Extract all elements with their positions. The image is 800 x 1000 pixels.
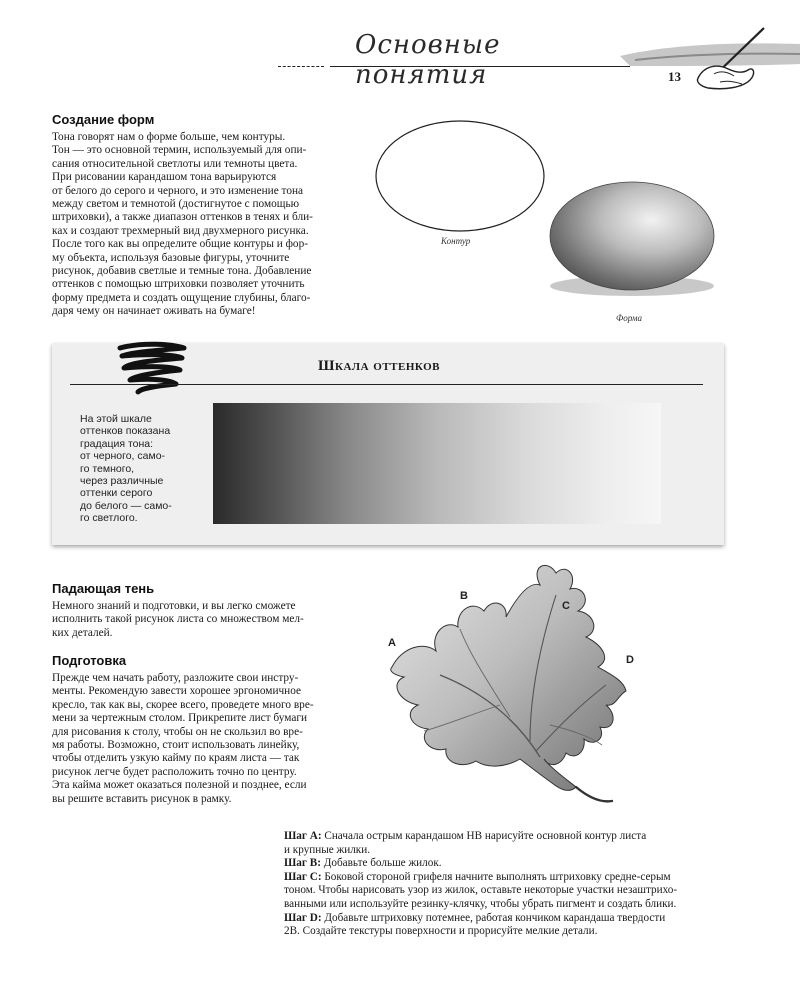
text-line: оттенков с помощью штриховки позволяет уточнить: [52, 278, 305, 291]
step-text: Добавьте штриховку потемнее, работая кончиком карандаша твердости: [324, 911, 666, 924]
step-label: Шаг C:: [284, 870, 322, 883]
text-line: Прежде чем начать работу, разложите свои инстру-: [52, 672, 299, 684]
text-line: мени за чертежным столом. Прикрепите лист бумаги: [52, 712, 308, 725]
page-number: 13: [668, 69, 681, 84]
text-line: оттенки серого: [80, 487, 153, 500]
text-line: для рисования к столу, чтобы он не скользил во вре-: [52, 725, 303, 738]
text-line: оттенков показана: [80, 425, 171, 438]
caption-contour: Контур: [441, 236, 471, 246]
text-line: через различные: [80, 475, 164, 488]
step-a: [284, 830, 764, 857]
hand-with-pencil-icon: [690, 22, 780, 94]
leaf-label-b: B: [460, 590, 468, 602]
tone-scale-description: [80, 413, 172, 525]
text-line: форму предмета и создать ощущение глубины, благо-: [52, 291, 311, 304]
text-line: сания относительной светлоты или темноты цвета.: [52, 157, 298, 170]
text-line: вы решите вставить рисунок в рамку.: [52, 792, 232, 805]
header-dash-rule: [278, 66, 324, 67]
text-line: Эта кайма может оказаться полезной и позднее, если: [52, 779, 307, 792]
panel-title: Шкала оттенков: [318, 358, 441, 374]
caption-form: Форма: [616, 313, 643, 323]
header-title: Основные понятия: [355, 30, 501, 90]
text-line: ких деталей.: [52, 626, 113, 639]
section-heading-shadow: Падающая тень: [52, 581, 155, 596]
text-line: исполнить такой рисунок листа со множеством мел-: [52, 613, 304, 626]
text-line: ках и создают трехмерный вид двухмерного рисунка.: [52, 224, 309, 237]
text-line: между светом и темнотой (достигнутое с помощью: [52, 198, 300, 211]
step-label: Шаг A:: [284, 830, 322, 842]
text-line: рисунок, добавив светлые и темные тона. Добавление: [52, 265, 312, 278]
step-text: и крупные жилки.: [284, 843, 371, 856]
tone-gradient-bar: [213, 403, 661, 524]
text-line: рисунок легче будет расположить точно по центру.: [52, 765, 297, 778]
text-line: Тон — это основной термин, используемый для опи-: [52, 144, 307, 157]
panel-rule: [70, 384, 703, 385]
step-text: тоном. Чтобы нарисовать узор из жилок, оставьте некоторые участки незаштрихо-: [284, 884, 678, 897]
text-line: от черного, само-: [80, 450, 166, 463]
step-label: Шаг D:: [284, 911, 322, 924]
step-b: [284, 857, 764, 871]
shadow-paragraph: [52, 600, 304, 640]
step-text: Боковой стороной грифеля начните выполнять штриховку средне-серым: [324, 870, 671, 883]
shaded-form-drawing: [540, 180, 720, 310]
step-text: Добавьте больше жилок.: [323, 857, 442, 870]
step-c: [284, 871, 764, 912]
steps-block: [284, 830, 764, 939]
text-line: от белого до серого и черного, и это изменение тона: [52, 184, 304, 197]
step-text: ванными или используйте резинку-клячку, чтобы убрать пигмент и создать блики.: [284, 897, 677, 910]
text-line: При рисовании карандашом тона варьируются: [52, 171, 277, 184]
text-line: даря чему он начинает оживать на бумаге!: [52, 305, 256, 318]
text-line: кресло, так как вы, скорее всего, проведете много вре-: [52, 698, 314, 711]
text-line: до белого — само-: [80, 499, 172, 512]
step-text: 2B. Создайте текстуры поверхности и прорисуйте мелкие детали.: [284, 925, 598, 938]
oak-leaf-drawing: [380, 555, 680, 810]
leaf-label-d: D: [626, 654, 634, 666]
section-heading-forms: Создание форм: [52, 112, 155, 127]
text-line: Немного знаний и подготовки, и вы легко сможете: [52, 600, 296, 612]
leaf-label-c: C: [562, 600, 570, 612]
step-text: Сначала острым карандашом HB нарисуйте основной контур листа: [324, 830, 647, 842]
text-line: менты. Рекомендую завести хорошее эргономичное: [52, 685, 302, 698]
leaf-label-a: A: [388, 637, 396, 649]
text-line: После того как вы определите общие контуры и фор-: [52, 238, 308, 251]
prep-paragraph: [52, 672, 314, 806]
text-line: градация тона:: [80, 437, 154, 450]
text-line: го темного,: [80, 462, 135, 475]
text-line: На этой шкале: [80, 413, 152, 425]
forms-paragraph: [52, 131, 313, 319]
text-line: чтобы отделить узкую кайму по краям листа — так: [52, 752, 300, 765]
contour-ellipse-drawing: [370, 118, 550, 238]
text-line: Тона говорят нам о форме больше, чем контуры.: [52, 131, 286, 143]
text-line: мя работы. Возможно, стоит использовать линейку,: [52, 739, 300, 752]
text-line: го светлого.: [80, 512, 138, 525]
step-label: Шаг B:: [284, 857, 321, 870]
text-line: му объекта, используя базовые фигуры, уточните: [52, 251, 290, 264]
scribble-icon: [112, 340, 192, 396]
section-heading-prep: Подготовка: [52, 653, 127, 668]
step-d: [284, 912, 764, 939]
text-line: штриховки), а также диапазон оттенков в тенях и бли-: [52, 211, 313, 224]
